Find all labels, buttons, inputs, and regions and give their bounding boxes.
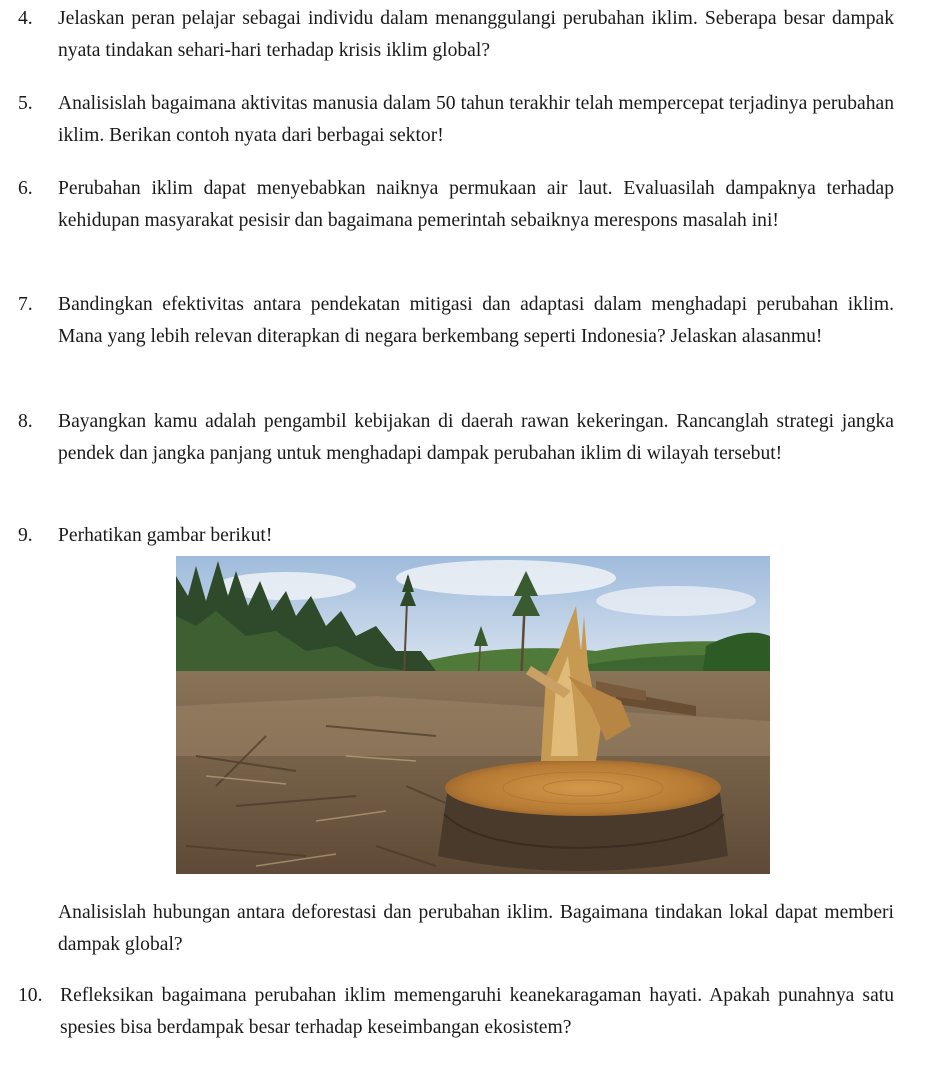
question-9: [18, 520, 894, 552]
question-number: 9.: [18, 525, 33, 546]
question-number: 10.: [18, 985, 43, 1006]
question-text: Bandingkan efektivitas antara pendekatan mitigasi dan adaptasi dalam menghadapi perubahan iklim. Mana yang lebih relevan diterapkan di negara berkembang seperti Indonesia? Jelaskan alasanmu!: [58, 294, 894, 347]
question-number: 5.: [18, 93, 33, 114]
question-text: Refleksikan bagaimana perubahan iklim memengaruhi keanekaragaman hayati. Apakah punahnya satu spesies bisa berdampak besar terhadap keseimbangan ekosistem?: [60, 985, 894, 1038]
question-number: 6.: [18, 178, 33, 199]
question-6: [18, 173, 894, 237]
deforestation-photo: [176, 556, 770, 874]
question-number: 8.: [18, 411, 33, 432]
question-7: [18, 289, 894, 353]
question-text: Perhatikan gambar berikut!: [58, 525, 273, 546]
question-9-followup: Analisislah hubungan antara deforestasi dan perubahan iklim. Bagaimana tindakan lokal dapat memberi dampak global?: [58, 902, 894, 955]
question-10: [18, 980, 894, 1044]
question-text: Bayangkan kamu adalah pengambil kebijakan di daerah rawan kekeringan. Rancanglah strategi jangka pendek dan jangka panjang untuk menghadapi dampak perubahan iklim di wilayah tersebut!: [58, 411, 894, 464]
question-5: [18, 88, 894, 152]
question-text: Perubahan iklim dapat menyebabkan naiknya permukaan air laut. Evaluasilah dampaknya terhadap kehidupan masyarakat pesisir dan bagaimana pemerintah sebaiknya merespons masalah ini!: [58, 178, 894, 231]
question-number: 4.: [18, 8, 33, 29]
question-4: [18, 3, 894, 67]
question-text: Analisislah bagaimana aktivitas manusia dalam 50 tahun terakhir telah mempercepat terjadinya perubahan iklim. Berikan contoh nyata dari berbagai sektor!: [58, 93, 894, 146]
question-8: [18, 406, 894, 470]
question-text: Jelaskan peran pelajar sebagai individu dalam menanggulangi perubahan iklim. Seberapa besar dampak nyata tindakan sehari-hari terhadap krisis iklim global?: [58, 8, 894, 61]
question-number: 7.: [18, 294, 33, 315]
